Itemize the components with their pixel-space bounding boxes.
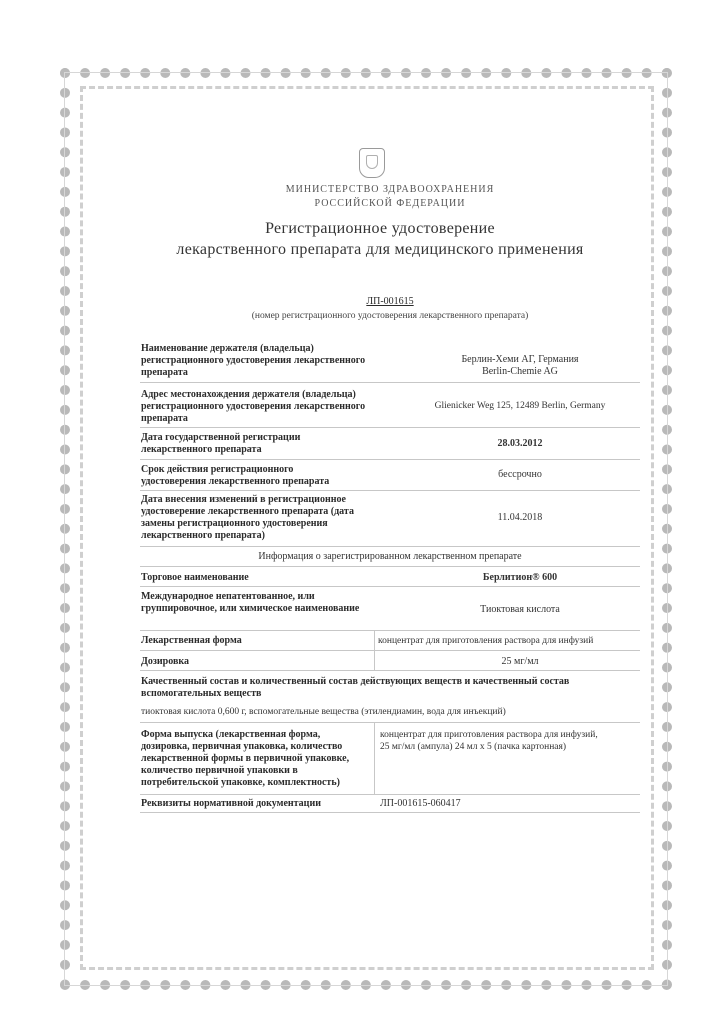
registration-number: ЛП-001615 xyxy=(366,296,414,307)
row-divider xyxy=(140,812,640,813)
state-emblem-icon xyxy=(359,148,385,178)
registration-number-note: (номер регистрационного удостоверения лекарственного препарата) xyxy=(251,311,529,321)
row-divider xyxy=(140,490,640,491)
row-divider xyxy=(140,794,640,795)
row-divider xyxy=(140,722,640,723)
composition-value: тиоктовая кислота 0,600 г, вспомогательные вещества (этилендиамин, вода для инъекций) xyxy=(141,707,506,717)
row-divider xyxy=(140,382,640,383)
dosage-form-value: концентрат для приготовления раствора для инфузий xyxy=(378,636,594,646)
row-divider xyxy=(140,650,640,651)
release-form-value: концентрат для приготовления раствора для инфузий, 25 мг/мл (ампула) 24 мл х 5 (пачка картонная) xyxy=(380,730,598,752)
row-divider xyxy=(140,546,640,547)
holder-name-value-ru: Берлин-Хеми АГ, Германия xyxy=(461,354,579,365)
ministry-name-line1: МИНИСТЕРСТВО ЗДРАВООХРАНЕНИЯ xyxy=(285,184,495,195)
row-divider xyxy=(140,630,640,631)
row-divider xyxy=(140,566,640,567)
trade-name-label: Торговое наименование xyxy=(141,572,249,583)
row-divider xyxy=(140,586,640,587)
inn-value: Тиоктовая кислота xyxy=(480,604,560,615)
dosage-label: Дозировка xyxy=(141,656,189,667)
registration-date-label: Дата государственной регистрации лекарственного препарата xyxy=(141,432,301,455)
ministry-name-line2: РОССИЙСКОЙ ФЕДЕРАЦИИ xyxy=(314,198,466,209)
holder-name-label: Наименование держателя (владельца) регистрационного удостоверения лекарственного препарата xyxy=(141,343,366,378)
row-divider xyxy=(140,459,640,460)
composition-label: Качественный состав и количественный состав действующих веществ и качественный состав вспомогательных веществ xyxy=(141,676,570,699)
normative-doc-value: ЛП-001615-060417 xyxy=(380,798,461,809)
validity-period-value: бессрочно xyxy=(498,469,542,480)
trade-name-value: Берлитион® 600 xyxy=(482,572,558,583)
normative-doc-label: Реквизиты нормативной документации xyxy=(141,798,321,809)
release-form-label: Форма выпуска (лекарственная форма, дозировка, первичная упаковка, количество лекарственной формы в первичной упаковке, количество первичной упаковки в потребительской упаковке, комплектность) xyxy=(141,729,350,788)
column-divider xyxy=(374,722,375,794)
registration-date-value: 28.03.2012 xyxy=(497,438,543,449)
holder-address-value: Glienicker Weg 125, 12489 Berlin, Germany xyxy=(434,401,606,411)
product-info-heading: Информация о зарегистрированном лекарственном препарате xyxy=(258,551,522,562)
validity-period-label: Срок действия регистрационного удостоверения лекарственного препарата xyxy=(141,464,330,487)
column-divider xyxy=(374,630,375,670)
dosage-value: 25 мг/мл xyxy=(501,656,539,667)
change-date-label: Дата внесения изменений в регистрационное удостоверение лекарственного препарата (дата замены регистрационного удостоверения лекарственного препарата) xyxy=(141,494,354,541)
row-divider xyxy=(140,427,640,428)
document-title-line2: лекарственного препарата для медицинского применения xyxy=(176,241,584,258)
inn-label: Международное непатентованное, или группировочное, или химическое наименование xyxy=(141,591,360,614)
holder-address-label: Адрес местонахождения держателя (владельца) регистрационного удостоверения лекарственного препарата xyxy=(141,389,366,424)
holder-name-value-en: Berlin-Chemie AG xyxy=(482,366,558,377)
document-title-line1: Регистрационное удостоверение xyxy=(265,220,495,237)
change-date-value: 11.04.2018 xyxy=(497,512,543,523)
dosage-form-label: Лекарственная форма xyxy=(141,635,242,646)
row-divider xyxy=(140,670,640,671)
